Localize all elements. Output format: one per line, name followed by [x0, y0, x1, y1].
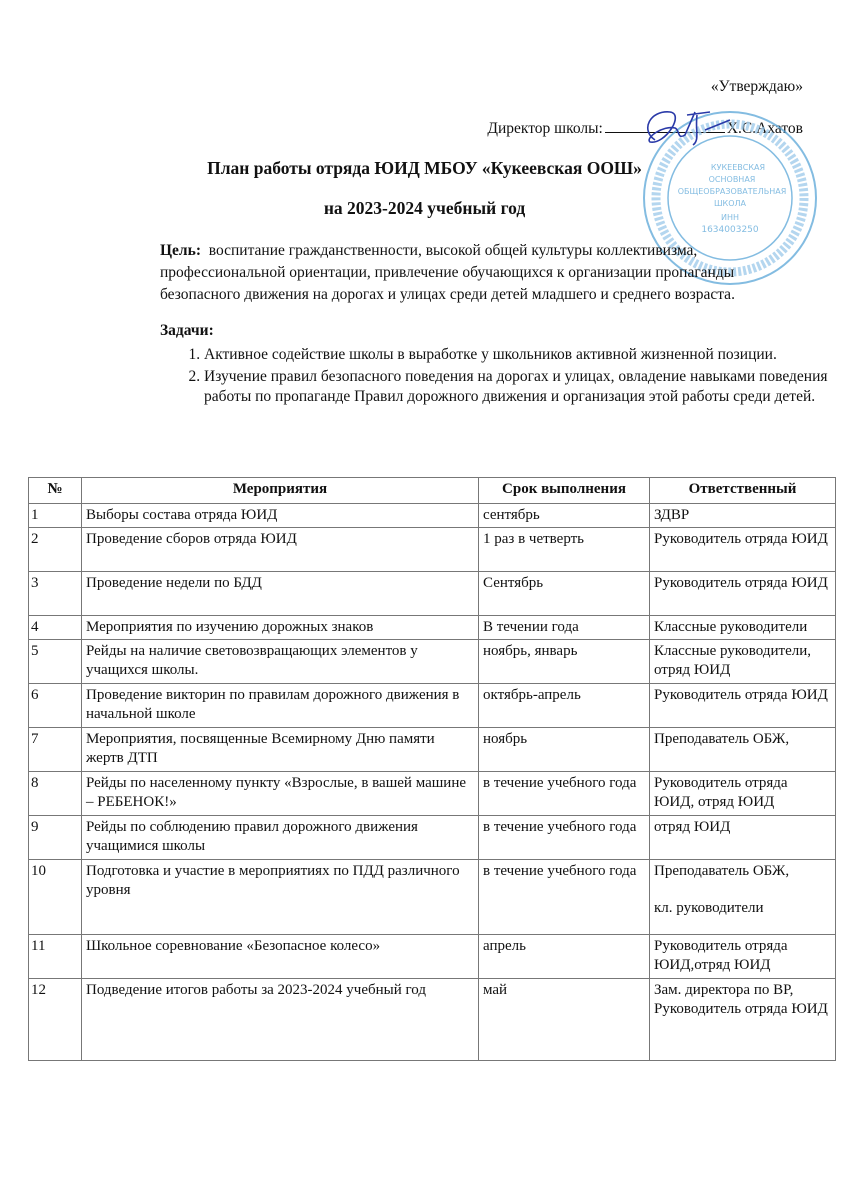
- row-responsible: [650, 616, 836, 640]
- row-number: [29, 572, 82, 616]
- director-label: Директор школы:: [487, 120, 603, 137]
- row-responsible: [650, 860, 836, 935]
- row-term: [479, 860, 650, 935]
- stamp-text: ОСНОВНАЯ: [708, 175, 756, 184]
- director-signature: [615, 100, 735, 160]
- row-event-text: Мероприятия по изучению дорожных знаков: [86, 619, 374, 635]
- row-number-text: 5: [31, 643, 39, 659]
- row-term-text: в течение учебного года: [483, 775, 637, 791]
- row-event: [82, 684, 479, 728]
- table-row: [29, 860, 836, 935]
- row-number-text: 11: [31, 938, 46, 954]
- header-number: №: [29, 478, 82, 504]
- row-responsible-text: ЗДВР: [654, 507, 690, 523]
- row-term-text: 1 раз в четверть: [483, 531, 585, 547]
- table-row: [29, 616, 836, 640]
- row-term: [479, 816, 650, 860]
- row-event: [82, 640, 479, 684]
- row-term: [479, 728, 650, 772]
- row-event: [82, 935, 479, 979]
- row-term: [479, 640, 650, 684]
- row-term-text: октябрь-апрель: [483, 687, 581, 703]
- row-event: [82, 528, 479, 572]
- table-row: [29, 504, 836, 528]
- row-event-text: Рейды по соблюдению правил дорожного движения учащимися школы: [86, 819, 418, 854]
- row-event: [82, 772, 479, 816]
- row-number: [29, 504, 82, 528]
- row-number: [29, 816, 82, 860]
- row-number: [29, 528, 82, 572]
- row-number-text: 9: [31, 819, 39, 835]
- row-event-text: Проведение викторин по правилам дорожного движения в начальной школе: [86, 687, 460, 722]
- row-term-text: сентябрь: [483, 507, 540, 523]
- table-row: [29, 684, 836, 728]
- row-number: [29, 684, 82, 728]
- row-number-text: 10: [31, 863, 46, 879]
- row-event: [82, 979, 479, 1061]
- row-number-text: 4: [31, 619, 39, 635]
- row-responsible-text: Руководитель отряда ЮИД: [654, 575, 828, 591]
- row-event-text: Подведение итогов работы за 2023-2024 учебный год: [86, 982, 426, 998]
- row-event-text: Проведение сборов отряда ЮИД: [86, 531, 297, 547]
- table-row: [29, 528, 836, 572]
- row-responsible-text: Руководитель отряда ЮИД,отряд ЮИД: [654, 938, 788, 973]
- row-responsible-text: Преподаватель ОБЖ,: [654, 863, 790, 879]
- row-event-text: Рейды по населенному пункту «Взрослые, в вашей машине – РЕБЕНОК!»: [86, 775, 467, 810]
- row-term: [479, 528, 650, 572]
- row-event-text: Выборы состава отряда ЮИД: [86, 507, 278, 523]
- goal-label: Цель:: [160, 242, 201, 259]
- row-number-text: 8: [31, 775, 39, 791]
- table-row: [29, 728, 836, 772]
- table-row: [29, 640, 836, 684]
- row-responsible: [650, 728, 836, 772]
- table-row: [29, 572, 836, 616]
- goal-text: воспитание гражданственности, высокой общей культуры коллективизма, профессиональной ориентации, привлечение обучающихся к организации пропаганды безопасного движения на дорогах и улицах среди детей младшего и среднего возраста.: [160, 242, 735, 303]
- stamp-text: КУКЕЕВСКАЯ: [710, 163, 766, 172]
- row-term: [479, 935, 650, 979]
- row-term: [479, 772, 650, 816]
- row-responsible-text: Руководитель отряда ЮИД, отряд ЮИД: [654, 775, 788, 810]
- stamp-text: ИНН: [720, 213, 740, 222]
- table-row: [29, 772, 836, 816]
- row-number: [29, 772, 82, 816]
- row-number-text: 6: [31, 687, 39, 703]
- row-event: [82, 816, 479, 860]
- row-responsible: [650, 640, 836, 684]
- header-term: Срок выполнения: [479, 478, 650, 504]
- approval-label: «Утверждаю»: [710, 78, 803, 95]
- row-term: [479, 572, 650, 616]
- row-responsible: [650, 504, 836, 528]
- row-responsible: [650, 816, 836, 860]
- row-term-text: апрель: [483, 938, 526, 954]
- row-event-text: Подготовка и участие в мероприятиях по ПДД различного уровня: [86, 863, 460, 898]
- row-event-text: Проведение недели по БДД: [86, 575, 262, 591]
- row-event: [82, 728, 479, 772]
- row-term-text: ноябрь: [483, 731, 528, 747]
- row-term-text: май: [483, 982, 508, 998]
- table-row: [29, 816, 836, 860]
- header-responsible: Ответственный: [650, 478, 836, 504]
- row-event: [82, 572, 479, 616]
- row-responsible: [650, 979, 836, 1061]
- row-number-text: 7: [31, 731, 39, 747]
- row-event: [82, 616, 479, 640]
- row-number: [29, 616, 82, 640]
- row-responsible: [650, 528, 836, 572]
- row-responsible-text: отряд ЮИД: [654, 819, 731, 835]
- row-event-text: Школьное соревнование «Безопасное колесо»: [86, 938, 381, 954]
- row-number: [29, 860, 82, 935]
- row-term: [479, 684, 650, 728]
- row-event-text: Мероприятия, посвященные Всемирному Дню памяти жертв ДТП: [86, 731, 435, 766]
- row-term-text: В течении года: [483, 619, 579, 635]
- row-responsible-text: Руководитель отряда ЮИД: [654, 687, 828, 703]
- task-item: 1. Активное содействие школы в выработке у школьников активной жизненной позиции.: [204, 345, 849, 365]
- table-row: [29, 935, 836, 979]
- director-name: Х.С.Ахатов: [726, 120, 803, 137]
- row-term-text: ноябрь, январь: [483, 643, 578, 659]
- row-number: [29, 728, 82, 772]
- row-responsible: [650, 572, 836, 616]
- row-responsible: [650, 684, 836, 728]
- stamp-text: ШКОЛА: [713, 199, 747, 208]
- row-responsible: [650, 935, 836, 979]
- row-responsible-text: Зам. директора по ВР, Руководитель отряда ЮИД: [654, 982, 828, 1017]
- stamp-text: 1634003250: [701, 225, 759, 235]
- table-row: [29, 979, 836, 1061]
- row-number-text: 12: [31, 982, 46, 998]
- row-term: [479, 504, 650, 528]
- row-term: [479, 979, 650, 1061]
- row-number-text: 1: [31, 507, 39, 523]
- row-number: [29, 935, 82, 979]
- row-term: [479, 616, 650, 640]
- goal-paragraph: [160, 240, 800, 306]
- row-responsible: [650, 772, 836, 816]
- task-item: 2. Изучение правил безопасного поведения на дорогах и улицах, овладение навыками поведения работы по пропаганде Правил дорожного движения и организация этой работы среди детей.: [204, 367, 849, 407]
- row-number-text: 3: [31, 575, 39, 591]
- row-responsible-text: Преподаватель ОБЖ,: [654, 731, 790, 747]
- tasks-heading: Задачи:: [160, 322, 214, 339]
- row-responsible-text: Классные руководители, отряд ЮИД: [654, 643, 811, 678]
- row-event: [82, 860, 479, 935]
- page-title: План работы отряда ЮИД МБОУ «Кукеевская ООШ»: [207, 158, 642, 178]
- plan-table: [28, 477, 836, 1061]
- row-event-text: Рейды на наличие световозвращающих элементов у учащихся школы.: [86, 643, 418, 678]
- row-event: [82, 504, 479, 528]
- header-event: Мероприятия: [82, 478, 479, 504]
- row-responsible-text: Руководитель отряда ЮИД: [654, 531, 828, 547]
- row-term-text: в течение учебного года: [483, 863, 637, 879]
- tasks-list: [160, 345, 849, 409]
- row-number: [29, 979, 82, 1061]
- stamp-text: ОБЩЕОБРАЗОВАТЕЛЬНАЯ: [677, 187, 787, 196]
- row-number-text: 2: [31, 531, 39, 547]
- row-term-text: в течение учебного года: [483, 819, 637, 835]
- row-responsible-text: кл. руководители: [654, 900, 764, 916]
- row-responsible-text: Классные руководители: [654, 619, 808, 635]
- page-subtitle: на 2023-2024 учебный год: [323, 198, 526, 218]
- row-number: [29, 640, 82, 684]
- row-term-text: Сентябрь: [483, 575, 544, 591]
